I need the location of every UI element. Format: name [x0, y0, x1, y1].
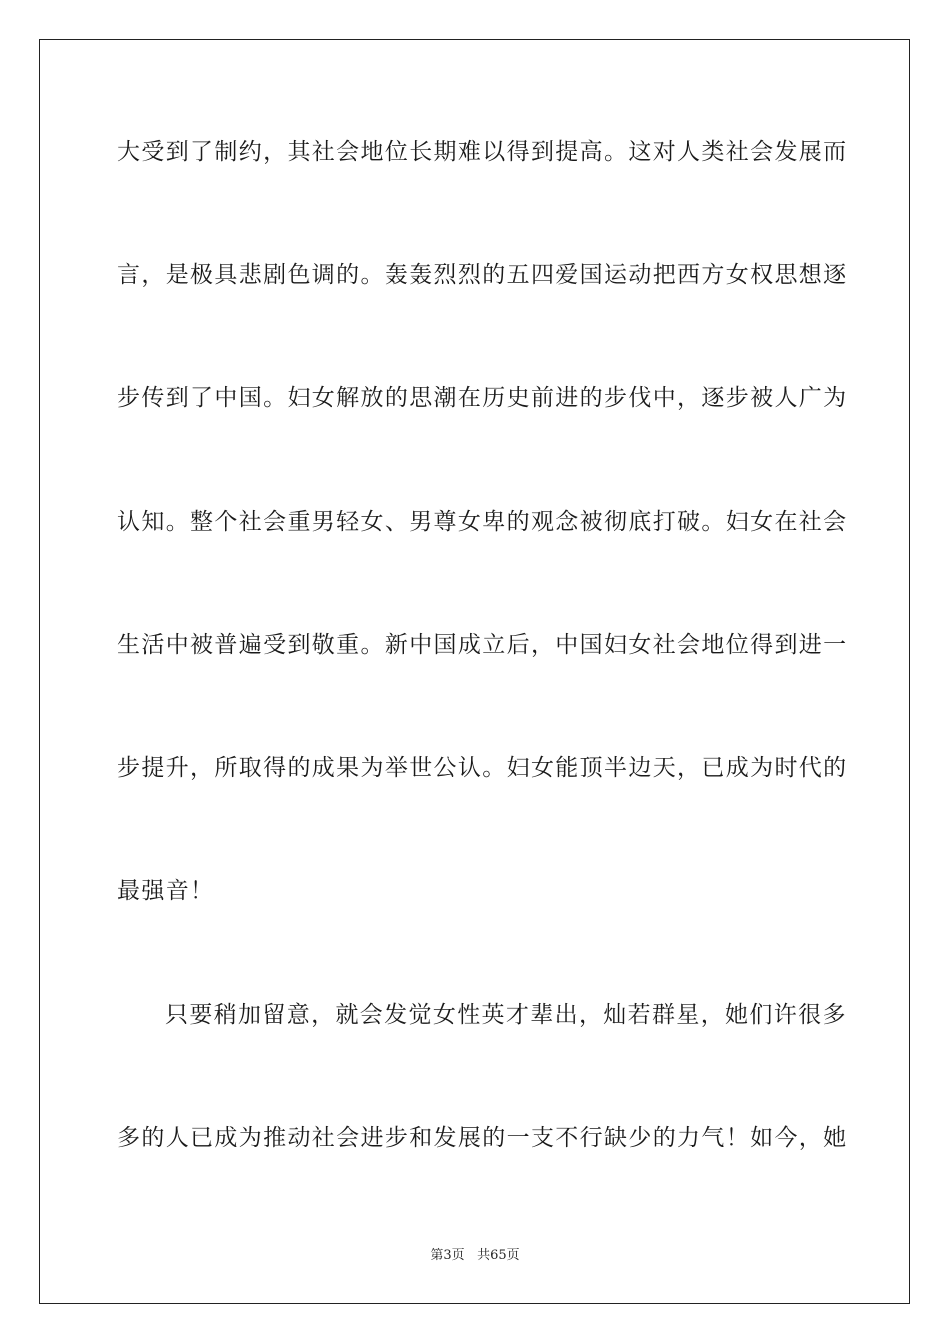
- text-line-4: 认知。整个社会重男轻女、男尊女卑的观念被彻底打破。妇女在社会: [117, 509, 848, 535]
- page-number: 第3页: [430, 1248, 465, 1263]
- text-line-9: 多的人已成为推动社会进步和发展的一支不行缺少的力气！如今，她: [117, 1125, 848, 1151]
- text-line-5: 生活中被普遍受到敬重。新中国成立后，中国妇女社会地位得到进一: [117, 632, 848, 658]
- page-footer: [0, 1248, 950, 1264]
- text-line-8: 只要稍加留意，就会发觉女性英才辈出，灿若群星，她们许很多: [165, 1002, 847, 1028]
- text-line-6: 步提升，所取得的成果为举世公认。妇女能顶半边天，已成为时代的: [117, 755, 848, 781]
- text-line-7: 最强音！: [117, 878, 215, 904]
- text-line-1: 大受到了制约，其社会地位长期难以得到提高。这对人类社会发展而: [117, 139, 848, 165]
- page-border: [39, 39, 910, 1304]
- text-line-3: 步传到了中国。妇女解放的思潮在历史前进的步伐中，逐步被人广为: [117, 385, 848, 411]
- page-total: 共65页: [477, 1248, 520, 1263]
- text-line-2: 言，是极具悲剧色调的。轰轰烈烈的五四爱国运动把西方女权思想逐: [117, 262, 848, 288]
